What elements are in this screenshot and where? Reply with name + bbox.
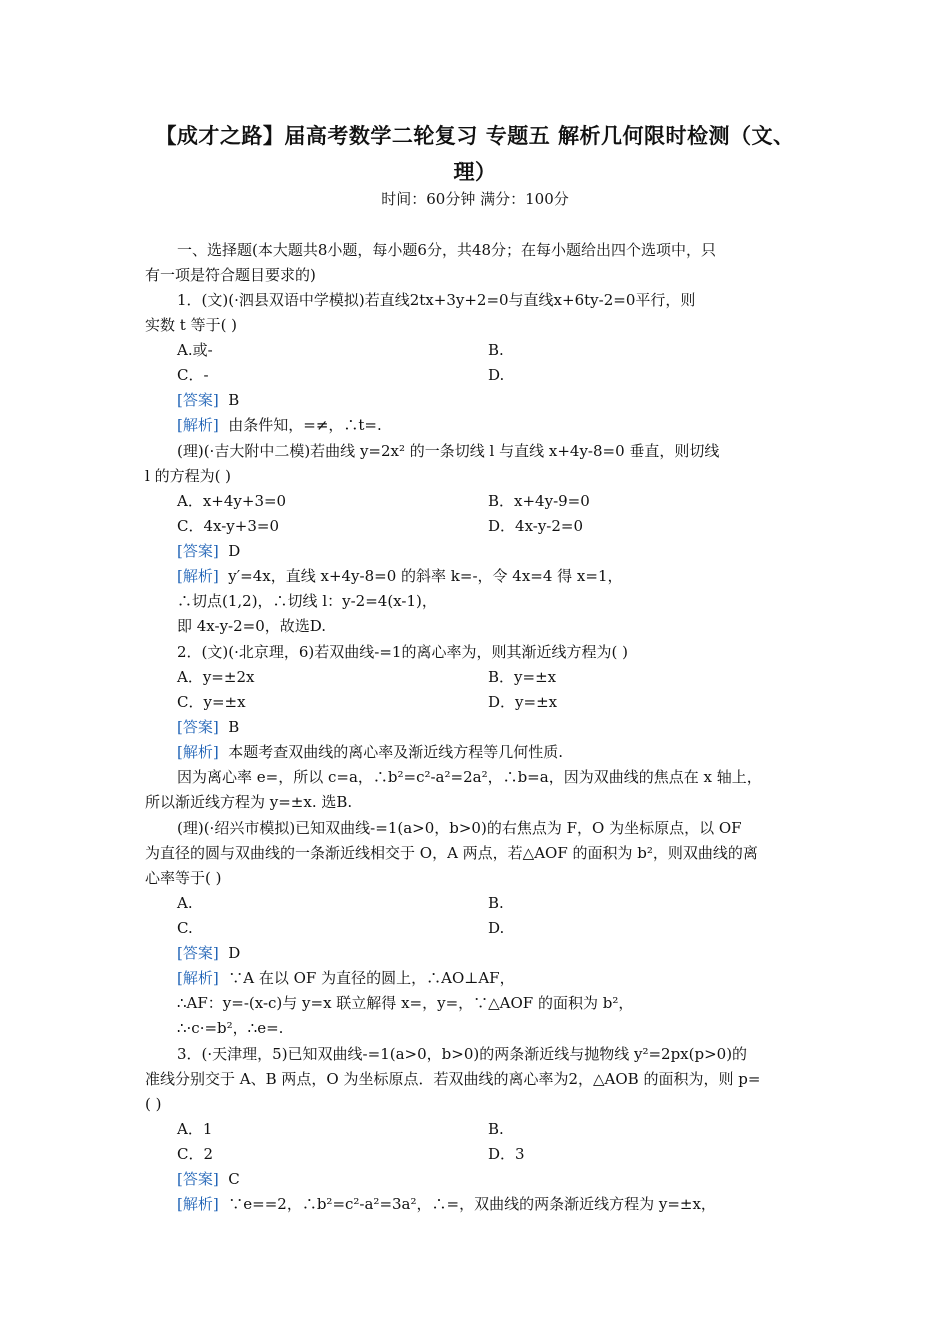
q3-option-b: B. <box>488 1120 504 1138</box>
q1-stem-line-1: 1．(文)(·泗县双语中学模拟)若直线2tx+3y+2=0与直线x+6ty-2=0平行，则 <box>177 291 696 309</box>
q1b-option-c: C．4x-y+3=0 <box>177 517 279 535</box>
section-heading-line-1: 一、选择题(本大题共8小题，每小题6分，共48分；在每小题给出四个选项中，只 <box>177 241 717 259</box>
section-heading-line-2: 有一项是符合题目要求的) <box>145 266 316 284</box>
q3-option-a: A．1 <box>177 1120 213 1138</box>
q3-stem-line-1: 3．(·天津理，5)已知双曲线-=1(a>0，b>0)的两条渐近线与抛物线 y²=2px(p>0)的 <box>177 1045 748 1063</box>
q2-answer-value: B <box>228 718 240 736</box>
q3-answer-value: C <box>228 1170 240 1188</box>
q3-analysis <box>177 1194 716 1214</box>
q2-option-a: A．y=±2x <box>177 668 255 686</box>
q2b-stem-line-2: 为直径的圆与双曲线的一条渐近线相交于 O，A 两点，若△AOF 的面积为 b²，则双曲线的离 <box>145 844 758 862</box>
analysis-label: [解析] <box>177 567 219 585</box>
q1-stem-line-2: 实数 t 等于( ) <box>145 316 238 334</box>
q2b-analysis-text-2: ∴AF：y=-(x-c)与 y=x 联立解得 x=，y=，∵△AOF 的面积为 b²， <box>177 994 634 1012</box>
analysis-label: [解析] <box>177 1195 219 1213</box>
q1-analysis <box>177 415 382 435</box>
q2-analysis-text-1: 本题考查双曲线的离心率及渐近线方程等几何性质. <box>228 743 564 761</box>
title-line-1: 【成才之路】届高考数学二轮复习 专题五 解析几何限时检测（文、 <box>155 123 795 148</box>
q2-analysis <box>177 742 563 762</box>
q2b-analysis <box>177 968 515 988</box>
q1-option-d: D. <box>488 366 505 384</box>
q1-option-a: A.或- <box>177 341 213 359</box>
q3-answer <box>177 1169 240 1189</box>
q2-stem-line-1: 2．(文)(·北京理，6)若双曲线-=1的离心率为，则其渐近线方程为( ) <box>177 643 628 661</box>
document-title <box>130 118 820 190</box>
q2-option-b: B．y=±x <box>488 668 557 686</box>
q1b-stem-line-2: l 的方程为( ) <box>145 467 232 485</box>
q1b-answer <box>177 541 240 561</box>
q2b-option-b: B. <box>488 894 504 912</box>
q1-answer-value: B <box>228 391 240 409</box>
q2b-answer-value: D <box>228 944 241 962</box>
q2b-stem-line-1: (理)(·绍兴市模拟)已知双曲线-=1(a>0，b>0)的右焦点为 F，O 为坐标原点，以 OF <box>177 819 742 837</box>
q3-option-c: C．2 <box>177 1145 214 1163</box>
q3-stem-line-2: 准线分别交于 A、B 两点，O 为坐标原点．若双曲线的离心率为2，△AOB 的面积为，则 p= <box>145 1070 761 1088</box>
q1b-analysis-text-1: y′=4x，直线 x+4y-8=0 的斜率 k=-，令 4x=4 得 x=1， <box>228 567 623 585</box>
q1b-analysis-text-2: ∴切点(1,2)，∴切线 l：y-2=4(x-1)， <box>177 592 437 610</box>
q1b-stem-line-1: (理)(·吉大附中二模)若曲线 y=2x² 的一条切线 l 与直线 x+4y-8=0 垂直，则切线 <box>177 442 720 460</box>
q1b-option-d: D．4x-y-2=0 <box>488 517 584 535</box>
q2b-option-a: A. <box>177 894 193 912</box>
q2b-answer <box>177 943 240 963</box>
answer-label: [答案] <box>177 944 219 962</box>
q2-analysis-text-3: 所以渐近线方程为 y=±x. 选B. <box>145 793 353 811</box>
q1b-analysis <box>177 566 623 586</box>
q1b-answer-value: D <box>228 542 241 560</box>
answer-label: [答案] <box>177 391 219 409</box>
q1-answer <box>177 390 239 410</box>
q2b-option-c: C. <box>177 919 193 937</box>
analysis-label: [解析] <box>177 969 219 987</box>
q2b-stem-line-3: 心率等于( ) <box>145 869 222 887</box>
q2-answer <box>177 717 239 737</box>
title-line-2: 理） <box>453 159 497 184</box>
q2-analysis-text-2: 因为离心率 e=，所以 c=a，∴b²=c²-a²=2a²，∴b=a，因为双曲线的焦点在 x 轴上， <box>177 768 762 786</box>
q2b-analysis-text-3: ∴·c·=b²，∴e=. <box>177 1019 284 1037</box>
q3-option-d: D．3 <box>488 1145 525 1163</box>
q3-stem-line-3: ( ) <box>145 1095 162 1113</box>
q2-option-d: D．y=±x <box>488 693 558 711</box>
time-score-info: 时间：60分钟 满分：100分 <box>381 190 569 208</box>
q1-option-b: B. <box>488 341 504 359</box>
q2b-option-d: D. <box>488 919 505 937</box>
q1-analysis-text: 由条件知，=≠，∴t=. <box>228 416 382 434</box>
analysis-label: [解析] <box>177 743 219 761</box>
answer-label: [答案] <box>177 542 219 560</box>
answer-label: [答案] <box>177 718 219 736</box>
q1b-option-b: B．x+4y-9=0 <box>488 492 590 510</box>
q1b-option-a: A．x+4y+3=0 <box>177 492 287 510</box>
answer-label: [答案] <box>177 1170 219 1188</box>
q2-option-c: C．y=±x <box>177 693 246 711</box>
q2b-analysis-text-1: ∵A 在以 OF 为直径的圆上，∴AO⊥AF， <box>228 969 515 987</box>
analysis-label: [解析] <box>177 416 219 434</box>
q1b-analysis-text-3: 即 4x-y-2=0，故选D. <box>177 617 327 635</box>
q1-option-c: C．- <box>177 366 209 384</box>
q3-analysis-text-1: ∵e==2，∴b²=c²-a²=3a²，∴=，双曲线的两条渐近线方程为 y=±x， <box>228 1195 716 1213</box>
